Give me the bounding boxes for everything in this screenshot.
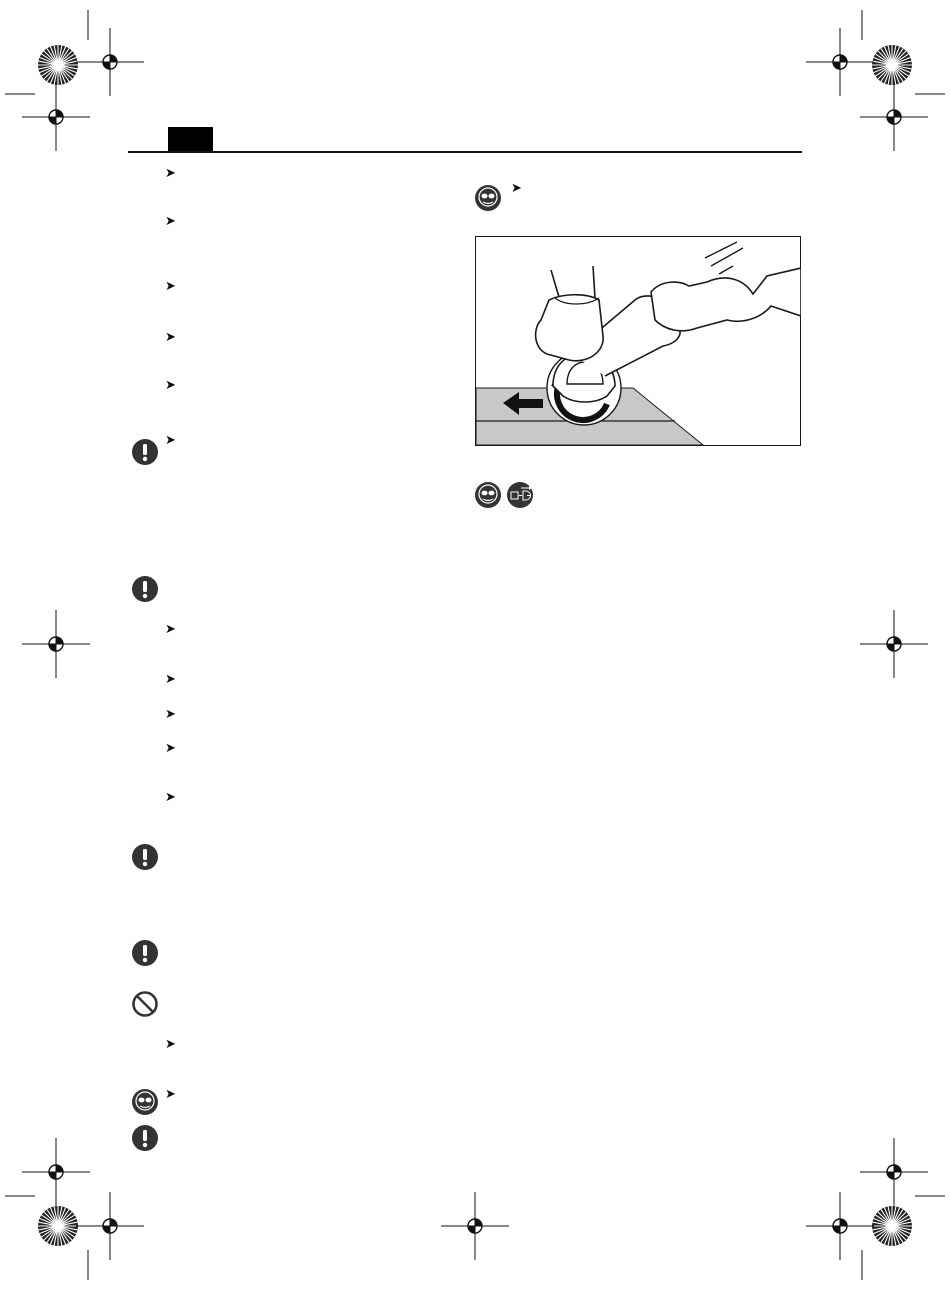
exclamation-warning-icon [131,575,159,603]
bullet-arrow-icon: ➤ [165,741,176,756]
exclamation-warning-icon [131,1124,159,1152]
prohibition-icon [131,990,159,1018]
safety-goggles-icon [131,1088,159,1116]
exclamation-warning-icon [131,438,159,466]
bullet-arrow-icon: ➤ [165,433,176,448]
bullet-arrow-icon: ➤ [165,1037,176,1052]
unplug-power-icon [506,481,534,509]
bullet-arrow-icon: ➤ [165,279,176,294]
bullet-arrow-icon: ➤ [165,378,176,393]
safety-goggles-icon [474,184,502,212]
bullet-arrow-icon: ➤ [511,181,522,196]
bullet-arrow-icon: ➤ [165,707,176,722]
exclamation-warning-icon [131,939,159,967]
bullet-arrow-icon: ➤ [165,790,176,805]
bullet-arrow-icon: ➤ [165,214,176,229]
bullet-arrow-icon: ➤ [165,622,176,637]
header-tab [168,127,213,151]
bullet-arrow-icon: ➤ [165,672,176,687]
bullet-arrow-icon: ➤ [165,166,176,181]
bullet-arrow-icon: ➤ [165,330,176,345]
grinder-cutting-figure [475,236,801,446]
header-rule [128,151,802,153]
exclamation-warning-icon [131,843,159,871]
safety-goggles-icon [474,481,502,509]
bullet-arrow-icon: ➤ [165,1087,176,1102]
